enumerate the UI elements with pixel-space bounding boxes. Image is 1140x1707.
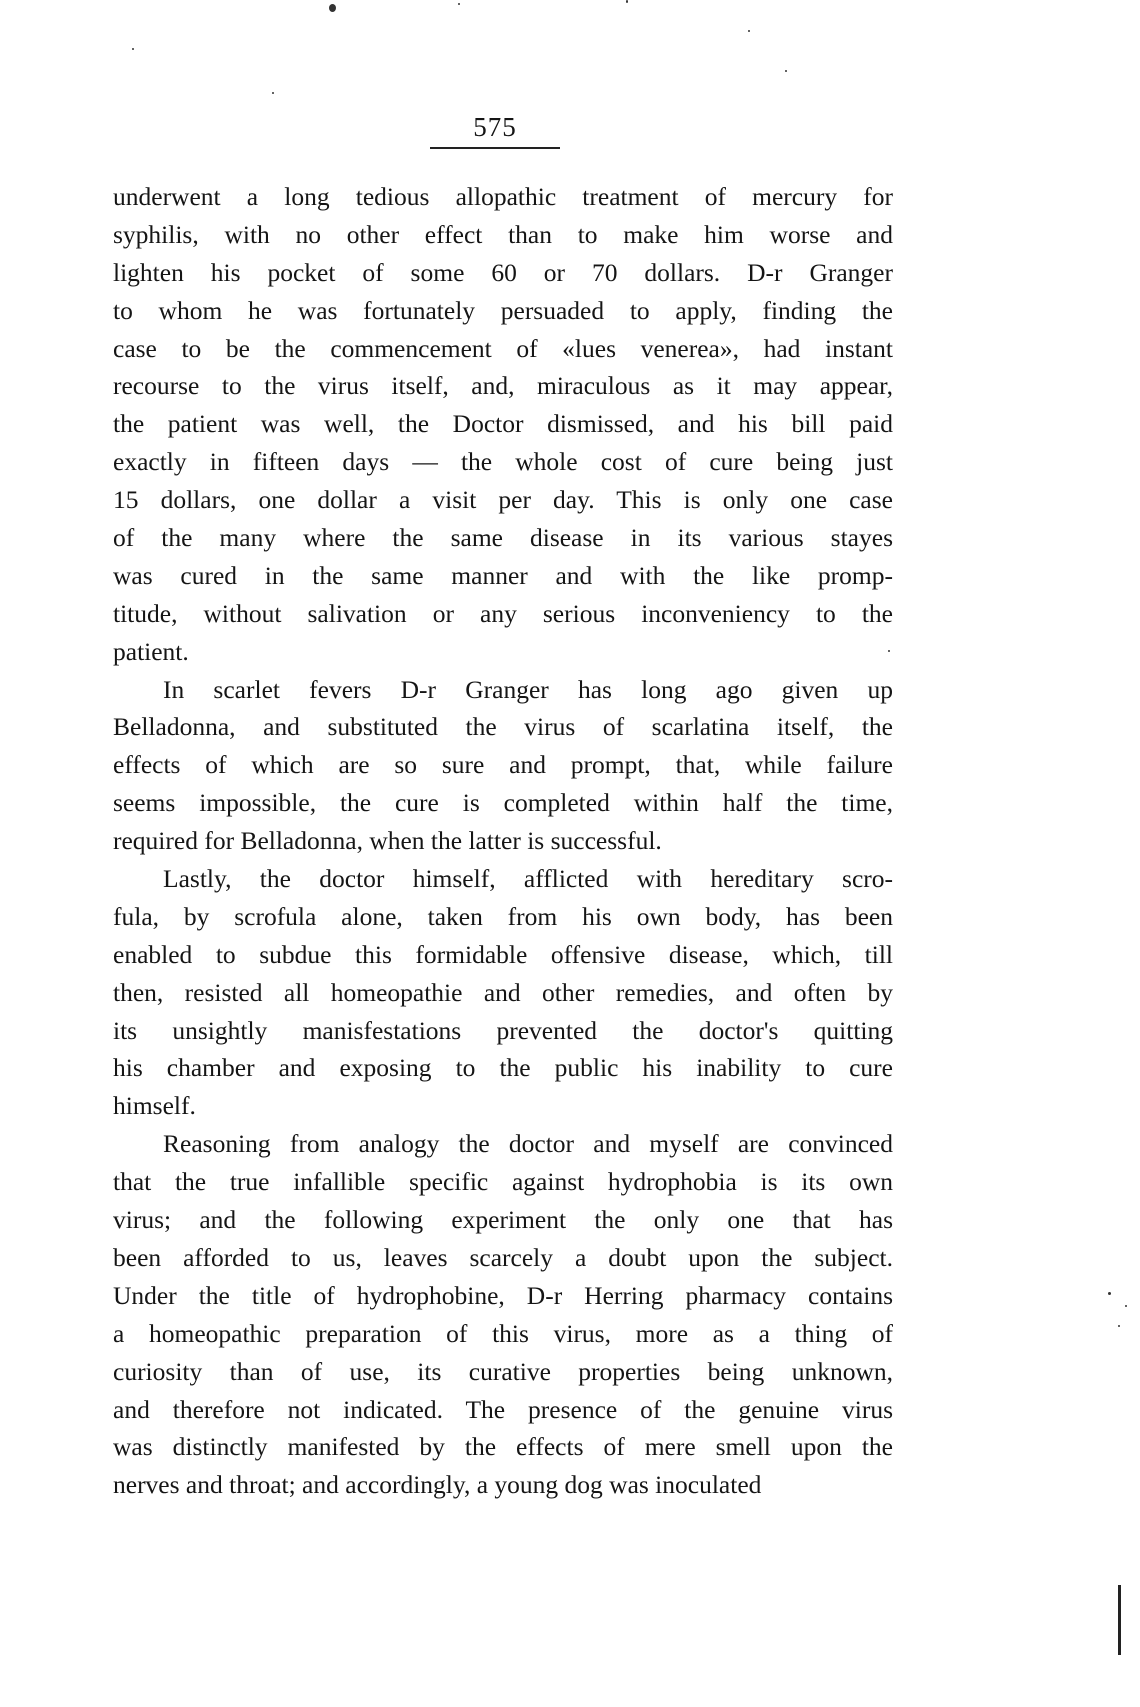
text-line: nerves and throat; and accordingly, a young dog was inoculated (113, 1470, 762, 1500)
page-number: 575 (430, 112, 560, 149)
text-line: Lastly, the doctor himself, afflicted with hereditary scro- (163, 864, 893, 894)
text-line: himself. (113, 1091, 196, 1121)
text-line: then, resisted all homeopathie and other remedies, and often by (113, 977, 893, 1007)
paragraph (113, 671, 893, 860)
text-line: case to be the commencement of «lues venerea», had instant (113, 333, 893, 363)
text-line: recourse to the virus itself, and, miraculous as it may appear, (113, 371, 893, 401)
text-line: 15 dollars, one dollar a visit per day. This is only one case (113, 485, 893, 515)
text-line: patient. (113, 636, 189, 666)
text-line: Reasoning from analogy the doctor and myself are convinced (163, 1129, 893, 1159)
text-line: underwent a long tedious allopathic treatment of mercury for (113, 182, 893, 211)
text-line: curiosity than of use, its curative properties being unknown, (113, 1356, 893, 1386)
scan-speck (329, 4, 336, 12)
scan-speck (458, 3, 460, 5)
body-text (113, 178, 893, 1504)
scan-speck (1118, 1325, 1120, 1327)
text-line: seems impossible, the cure is completed within half the time, (113, 788, 893, 818)
text-line: virus; and the following experiment the only one that has (113, 1205, 893, 1235)
text-line: a homeopathic preparation of this virus, more as a thing of (113, 1318, 893, 1348)
paragraph (113, 178, 893, 671)
text-line: been afforded to us, leaves scarcely a doubt upon the subject. (113, 1242, 893, 1272)
text-line: exactly in fifteen days — the whole cost of cure being just (113, 447, 893, 477)
scan-speck (626, 0, 628, 3)
text-line: that the true infallible specific against hydrophobia is its own (113, 1167, 893, 1197)
scan-speck (272, 92, 274, 94)
text-line: fula, by scrofula alone, taken from his own body, has been (113, 901, 893, 931)
text-line: was distinctly manifested by the effects of mere smell upon the (113, 1432, 893, 1462)
text-line: to whom he was fortunately persuaded to apply, finding the (113, 295, 893, 325)
text-line: In scarlet fevers D-r Granger has long ago given up (163, 674, 893, 704)
text-line: effects of which are so sure and prompt, that, while failure (113, 750, 893, 780)
text-line: required for Belladonna, when the latter is successful. (113, 826, 662, 856)
text-line: titude, without salivation or any serious inconveniency to the (113, 598, 893, 628)
text-line: enabled to subdue this formidable offensive disease, which, till (113, 939, 893, 969)
scan-speck (748, 30, 750, 32)
text-line: was cured in the same manner and with the like promp- (113, 560, 893, 590)
scan-speck (1108, 1292, 1111, 1295)
paragraph (113, 1125, 893, 1504)
text-line: the patient was well, the Doctor dismissed, and his bill paid (113, 409, 893, 439)
text-line: its unsightly manisfestations prevented the doctor's quitting (113, 1015, 893, 1045)
text-line: syphilis, with no other effect than to make him worse and (113, 219, 893, 249)
text-line: and therefore not indicated. The presence of the genuine virus (113, 1394, 893, 1424)
paragraph (113, 860, 893, 1125)
text-line: his chamber and exposing to the public his inability to cure (113, 1053, 893, 1083)
scan-edge-mark (1118, 1585, 1121, 1655)
scan-speck (132, 48, 134, 50)
scan-speck (785, 70, 787, 72)
text-line: Belladonna, and substituted the virus of scarlatina itself, the (113, 712, 893, 742)
text-line: of the many where the same disease in its various stayes (113, 523, 893, 553)
text-line: Under the title of hydrophobine, D-r Herring pharmacy contains (113, 1280, 893, 1310)
scan-speck (1125, 1305, 1127, 1307)
text-line: lighten his pocket of some 60 or 70 dollars. D-r Granger (113, 257, 893, 287)
